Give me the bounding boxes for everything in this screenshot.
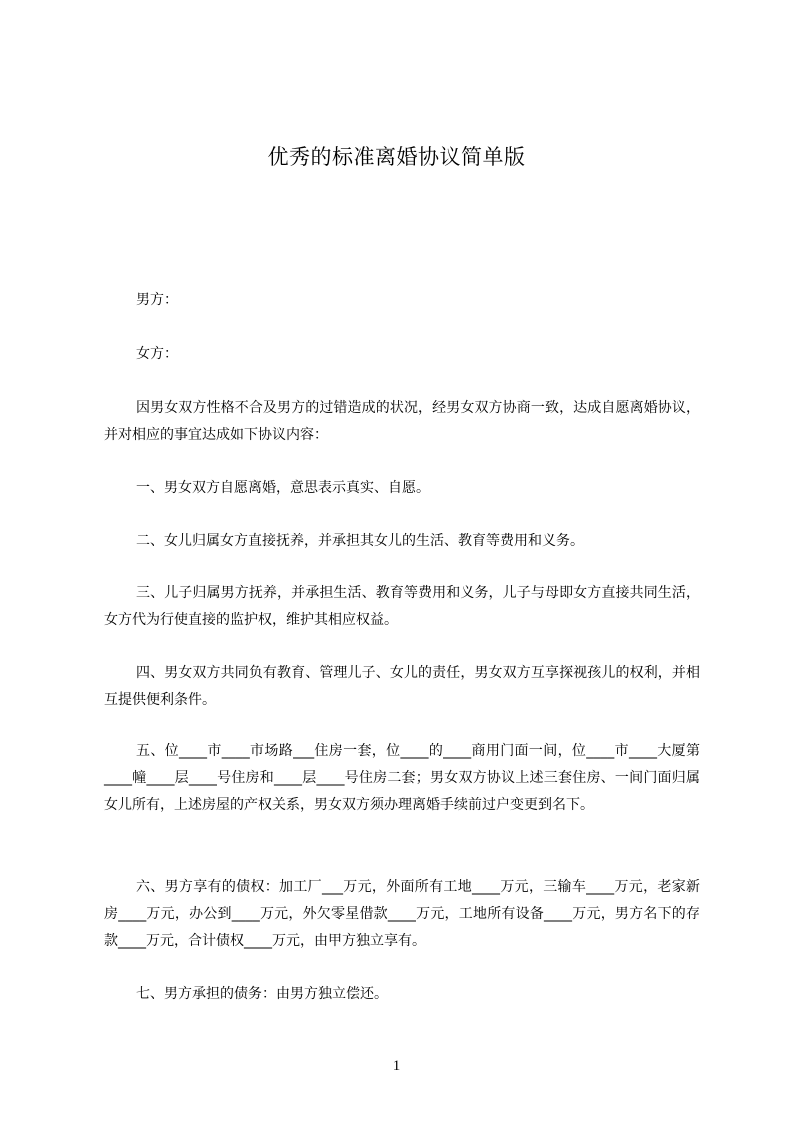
paragraph-clause-5: 五、位____市____市场路___住房一套，位____的____商用门面一间，位____市____大厦第____幢____层____号住房和____层____号住房二套；男女双方协议上述三套住房、一间门面归属女儿所有，上述房屋的产权关系，男女双方须办理离婚手续前过户变更到名下。 — [104, 743, 700, 813]
paragraph-husband: 男方： — [136, 292, 178, 308]
paragraph-clause-3: 三、儿子归属男方抚养，并承担生活、教育等费用和义务，儿子与母即女方直接共同生活，女方代为行使直接的监护权，维护其相应权益。 — [104, 585, 700, 628]
paragraph-clause-6: 六、男方享有的债权：加工厂___万元，外面所有工地____万元，三输车____万元，老家新房____万元，办公到____万元，外欠零星借款____万元，工地所有设备____万元，男方名下的存款____万元，合计债权____万元，由甲方独立享有。 — [104, 879, 700, 949]
document-title: 优秀的标准离婚协议简单版 — [267, 145, 526, 169]
paragraph-clause-2: 二、女儿归属女方直接抚养，并承担其女儿的生活、教育等费用和义务。 — [136, 533, 584, 549]
paragraph-clause-4: 四、男女双方共同负有教育、管理儿子、女儿的责任，男女双方互享探视孩儿的权利，并相互提供便利条件。 — [104, 665, 700, 708]
paragraph-clause-1: 一、男女双方自愿离婚，意思表示真实、自愿。 — [136, 480, 430, 496]
paragraph-wife: 女方： — [136, 346, 178, 362]
paragraph-intro: 因男女双方性格不合及男方的过错造成的状况，经男女双方协商一致，达成自愿离婚协议，并对相应的事宜达成如下协议内容： — [104, 400, 700, 443]
page-number: 1 — [392, 1058, 401, 1074]
paragraph-clause-7: 七、男方承担的债务：由男方独立偿还。 — [136, 986, 388, 1002]
